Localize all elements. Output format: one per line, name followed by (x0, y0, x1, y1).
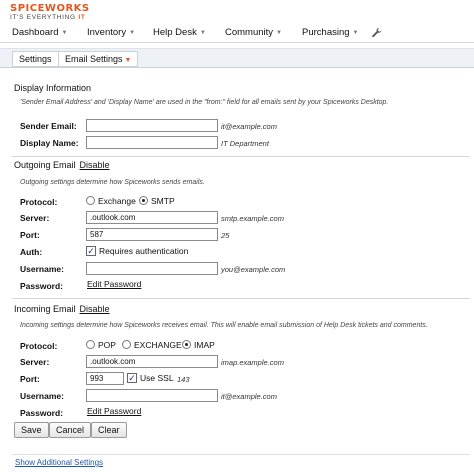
settings-subnav (0, 48, 474, 68)
outgoing-server-hint: smtp.example.com (221, 214, 284, 223)
outgoing-edit-password-link[interactable]: Edit Password (87, 279, 142, 289)
outgoing-password-label: Password: (20, 281, 63, 291)
outgoing-exchange-label: Exchange (98, 196, 136, 206)
outgoing-smtp-radio[interactable] (139, 196, 148, 205)
incoming-imap-radio[interactable] (182, 340, 191, 349)
tagline-it: IT (78, 14, 86, 21)
outgoing-server-label: Server: (20, 213, 50, 223)
nav-purchasing[interactable] (302, 27, 358, 38)
nav-community[interactable] (225, 27, 282, 38)
outgoing-auth-label: Auth: (20, 247, 43, 257)
app-header (0, 0, 474, 24)
incoming-pop-radio[interactable] (86, 340, 95, 349)
incoming-description: Incoming settings determine how Spiceworks receives email. This will enable email submission of Help Desk tickets and comments. (20, 322, 428, 329)
chevron-down-icon: ▼ (61, 30, 68, 36)
incoming-exchange-radio[interactable] (122, 340, 131, 349)
incoming-protocol-label: Protocol: (20, 341, 58, 351)
nav-purchasing-label: Purchasing (302, 27, 350, 38)
outgoing-protocol-label: Protocol: (20, 197, 58, 207)
incoming-imap-label: IMAP (194, 340, 215, 350)
incoming-username-hint: it@example.com (221, 392, 277, 401)
section-divider (12, 298, 470, 299)
use-ssl-label: Use SSL (140, 373, 174, 383)
incoming-username-field[interactable] (86, 389, 218, 402)
incoming-server-label: Server: (20, 357, 50, 367)
chevron-down-icon: ▼ (124, 57, 132, 64)
outgoing-description: Outgoing settings determine how Spiceworks sends emails. (20, 179, 205, 186)
chevron-down-icon: ▼ (352, 30, 359, 36)
incoming-server-field[interactable] (86, 355, 218, 368)
chevron-down-icon: ▼ (129, 30, 136, 36)
use-ssl-checkbox[interactable]: ✓ (128, 373, 136, 383)
requires-auth-checkbox[interactable]: ✓ (87, 246, 95, 256)
main-nav (0, 24, 474, 43)
outgoing-server-field[interactable] (86, 211, 218, 224)
nav-inventory[interactable] (87, 27, 135, 38)
outgoing-email-title-text: Outgoing Email (14, 160, 76, 170)
section-divider (12, 156, 470, 157)
nav-dashboard-label: Dashboard (12, 27, 59, 38)
sender-email-label: Sender Email: (20, 121, 77, 131)
display-info-description: 'Sender Email Address' and 'Display Name' are used in the "from:" field for all emails sent by your Spiceworks Desktop. (20, 99, 389, 106)
tab-settings[interactable]: Settings (12, 51, 59, 67)
chevron-down-icon: ▼ (276, 30, 282, 36)
incoming-edit-password-link[interactable]: Edit Password (87, 406, 142, 416)
incoming-username-label: Username: (20, 391, 64, 401)
incoming-pop-label: POP (98, 340, 116, 350)
outgoing-username-field[interactable] (86, 262, 218, 275)
spiceworks-logo[interactable]: SPICEWORKS (10, 3, 90, 14)
display-name-field[interactable] (86, 136, 218, 149)
tagline (10, 14, 86, 21)
outgoing-port-hint: 25 (221, 231, 230, 240)
outgoing-username-label: Username: (20, 264, 64, 274)
outgoing-port-label: Port: (20, 230, 40, 240)
incoming-password-label: Password: (20, 408, 63, 418)
incoming-disable-link[interactable]: Disable (79, 304, 110, 314)
incoming-email-title-text: Incoming Email (14, 304, 76, 314)
incoming-port-label: Port: (20, 374, 40, 384)
display-name-label: Display Name: (20, 138, 79, 148)
display-info-title: Display Information (14, 83, 92, 93)
tagline-text: IT'S EVERYTHING (10, 14, 76, 21)
outgoing-smtp-label: SMTP (151, 196, 175, 206)
wrench-icon[interactable] (371, 27, 382, 41)
outgoing-email-title (14, 160, 110, 170)
nav-community-label: Community (225, 27, 274, 38)
outgoing-disable-link[interactable]: Disable (79, 160, 110, 170)
incoming-exchange-label: EXCHANGE (134, 340, 182, 350)
sender-email-hint: it@example.com (221, 122, 277, 131)
footer (12, 454, 470, 468)
tab-email-settings-label: Email Settings (65, 54, 123, 64)
incoming-port-field[interactable] (86, 372, 124, 385)
tab-email-settings[interactable] (58, 51, 138, 67)
outgoing-port-field[interactable] (86, 228, 218, 241)
nav-help-desk-label: Help Desk (153, 27, 197, 38)
cancel-button[interactable]: Cancel (49, 422, 91, 438)
requires-auth-label: Requires authentication (99, 246, 189, 256)
display-name-hint: IT Department (221, 139, 269, 148)
save-button[interactable]: Save (14, 422, 49, 438)
incoming-port-hint: 143 (177, 375, 190, 384)
show-additional-settings-link[interactable]: Show Additional Settings (15, 458, 104, 467)
sender-email-field[interactable] (86, 119, 218, 132)
outgoing-exchange-radio[interactable] (86, 196, 95, 205)
outgoing-username-hint: you@example.com (221, 265, 286, 274)
incoming-server-hint: imap.example.com (221, 358, 284, 367)
clear-button[interactable]: Clear (91, 422, 127, 438)
nav-help-desk[interactable] (153, 27, 206, 38)
chevron-down-icon: ▼ (199, 30, 206, 36)
incoming-email-title (14, 304, 110, 314)
nav-dashboard[interactable] (12, 27, 67, 38)
nav-inventory-label: Inventory (87, 27, 127, 38)
